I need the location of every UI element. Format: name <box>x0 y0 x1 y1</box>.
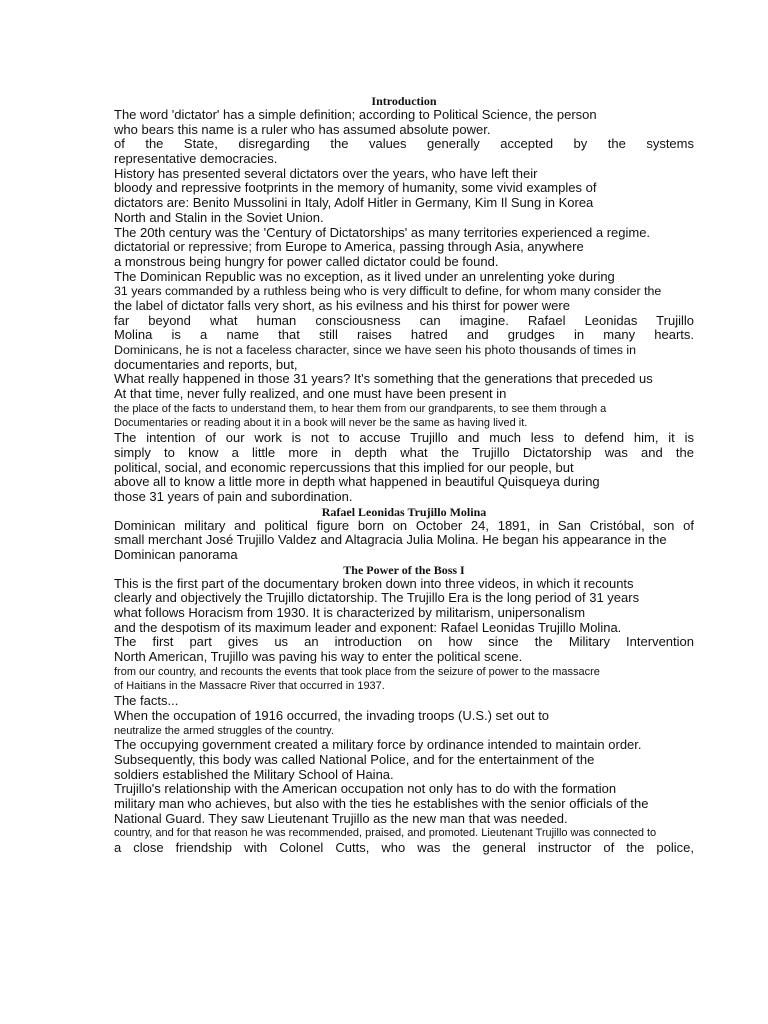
text-line: clearly and objectively the Trujillo dictatorship. The Trujillo Era is the long period of 31 years <box>114 591 640 606</box>
text-line: soldiers established the Military School of Haina. <box>114 767 394 782</box>
text-line: At that time, never fully realized, and one must have been present in <box>114 387 507 402</box>
text-line: far beyond what human consciousness can imagine. Rafael Leonidas Trujillo <box>114 313 694 328</box>
text-line: Molina is a name that still raises hatred and grudges in many hearts. <box>114 328 694 343</box>
text-line: the place of the facts to understand them, to hear them from our grandparents, to see them through a <box>114 402 607 415</box>
text-line: of Haitians in the Massacre River that occurred in 1937. <box>114 680 385 693</box>
text-line: Dominican panorama <box>114 547 238 562</box>
text-line: When the occupation of 1916 occurred, the invading troops (U.S.) set out to <box>114 708 550 723</box>
text-line: The first part gives us an introduction on how since the Military Intervention <box>114 635 694 650</box>
text-line: Subsequently, this body was called National Police, and for the entertainment of the <box>114 752 595 767</box>
text-line: The occupying government created a military force by ordinance intended to maintain order. <box>114 738 642 753</box>
heading-rafael-leonidas-trujillo-molina: Rafael Leonidas Trujillo Molina <box>321 504 487 519</box>
text-line: Dominican military and political figure born on October 24, 1891, in San Cristóbal, son of <box>114 518 694 533</box>
text-line: History has presented several dictators over the years, who have left their <box>114 166 538 181</box>
text-line: dictatorial or repressive; from Europe to America, passing through Asia, anywhere <box>114 240 584 255</box>
text-line: what follows Horacism from 1930. It is characterized by militarism, unipersonalism <box>114 606 586 620</box>
text-line: bloody and repressive footprints in the memory of humanity, some vivid examples of <box>114 181 597 196</box>
text-line: Dominicans, he is not a faceless character, since we have seen his photo thousands of times in <box>114 343 637 357</box>
text-line: 31 years commanded by a ruthless being who is very difficult to define, for whom many consider the <box>114 284 662 299</box>
text-line: a monstrous being hungry for power called dictator could be found. <box>114 254 499 269</box>
text-line: The 20th century was the 'Century of Dictatorships' as many territories experienced a regime. <box>114 225 651 240</box>
text-line: The word 'dictator' has a simple definition; according to Political Science, the person <box>114 108 597 122</box>
document-page <box>114 94 694 856</box>
text-line: What really happened in those 31 years? It's something that the generations that preceded us <box>114 372 653 387</box>
text-line: The Dominican Republic was no exception, as it lived under an unrelenting yoke during <box>114 269 615 284</box>
text-line: from our country, and recounts the events that took place from the seizure of power to the massacre <box>114 665 600 678</box>
text-line: neutralize the armed struggles of the country. <box>114 724 334 737</box>
text-line: military man who achieves, but also with the ties he establishes with the senior officials of the <box>114 796 649 811</box>
text-line: dictators are: Benito Mussolini in Italy, Adolf Hitler in Germany, Kim Il Sung in Korea <box>114 196 594 211</box>
text-line: of the State, disregarding the values generally accepted by the systems <box>114 137 694 152</box>
text-line: representative democracies. <box>114 152 278 167</box>
text-line: National Guard. They saw Lieutenant Trujillo as the new man that was needed. <box>114 811 568 826</box>
text-line: small merchant José Trujillo Valdez and Altagracia Julia Molina. He began his appearance in the <box>114 533 667 548</box>
text-line: simply to know a little more in depth what the Trujillo Dictatorship was and the <box>114 445 694 460</box>
text-line: above all to know a little more in depth what happened in beautiful Quisqueya during <box>114 475 600 490</box>
text-line: political, social, and economic repercussions that this implied for our people, but <box>114 460 574 475</box>
text-line: and the despotism of its maximum leader and exponent: Rafael Leonidas Trujillo Molina. <box>114 620 622 635</box>
text-line: The facts... <box>114 694 179 709</box>
heading-introduction: Introduction <box>371 94 437 108</box>
text-line: the label of dictator falls very short, as his evilness and his thirst for power were <box>114 298 570 313</box>
text-line: North American, Trujillo was paving his way to enter the political scene. <box>114 650 523 665</box>
text-line: country, and for that reason he was recommended, praised, and promoted. Lieutenant Trujillo was connected to <box>114 827 657 840</box>
text-line: North and Stalin in the Soviet Union. <box>114 210 324 225</box>
text-line: Trujillo's relationship with the American occupation not only has to do with the formation <box>114 782 617 797</box>
heading-the-power-of-the-boss: The Power of the Boss I <box>343 562 465 577</box>
text-line: those 31 years of pain and subordination. <box>114 489 353 504</box>
text-line: This is the first part of the documentary broken down into three videos, in which it recounts <box>114 576 634 591</box>
text-line: The intention of our work is not to accuse Trujillo and much less to defend him, it is <box>114 431 694 446</box>
text-line: who bears this name is a ruler who has assumed absolute power. <box>114 122 491 137</box>
text-line: a close friendship with Colonel Cutts, who was the general instructor of the police, <box>114 841 694 855</box>
text-line: Documentaries or reading about it in a book will never be the same as having lived it. <box>114 417 528 430</box>
text-line: documentaries and reports, but, <box>114 357 298 372</box>
